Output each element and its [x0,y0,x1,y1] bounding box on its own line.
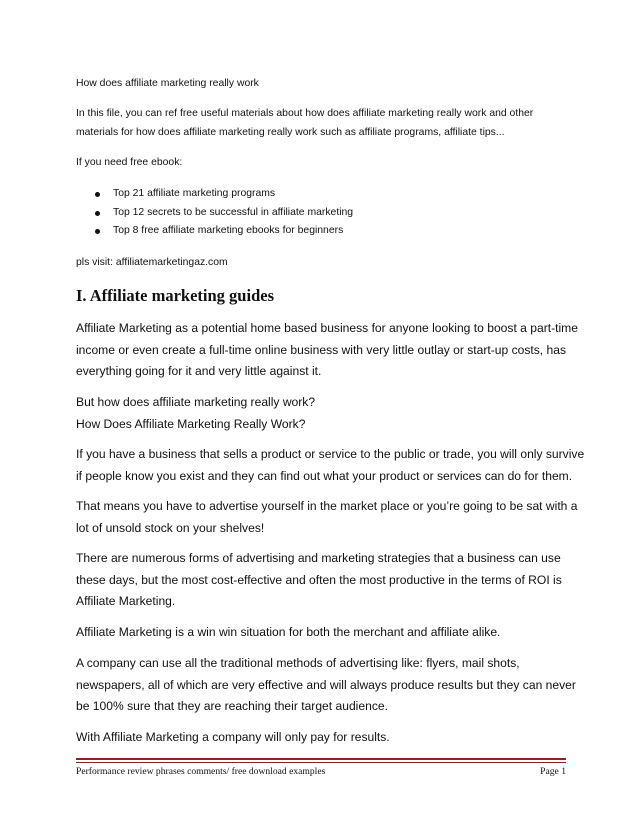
ebook-prompt: If you need free ebook: [76,157,183,168]
intro-title: How does affiliate marketing really work [76,78,259,89]
list-item [95,222,353,241]
paragraph-4-line-2: lot of unsold stock on your shelves! [76,520,265,535]
bullet-icon [95,192,100,197]
visit-line: pls visit: affiliatemarketingaz.com [76,257,228,268]
paragraph-2-line-2: How Does Affiliate Marketing Really Work? [76,416,306,431]
paragraph-1-line-3: everything going for it and very little against it. [76,364,322,378]
list-item-text: Top 21 affiliate marketing programs [113,188,276,199]
paragraph-7-line-1: A company can use all the traditional methods of advertising like: flyers, mail shots, [76,656,520,670]
footer-title: Performance review phrases comments/ free download examples [76,766,326,777]
paragraph-2-line-1: But how does affiliate marketing really work? [76,395,316,409]
paragraph-4-line-1: That means you have to advertise yourself in the market place or you’re going to be sat with a [76,499,578,513]
paragraph-7-line-3: be 100% sure that they are reaching their target audience. [76,699,388,713]
paragraph-5-line-2: these days, but the most cost-effective and often the most productive in the terms of ROI is [76,572,562,587]
paragraph-3-line-1: If you have a business that sells a product or service to the public or trade, you will only survive [76,447,585,461]
list-item-text: Top 8 free affiliate marketing ebooks for beginners [113,225,344,236]
footer-rule [76,758,566,760]
intro-paragraph-line-1: In this file, you can ref free useful materials about how does affiliate marketing really work and other [76,108,534,119]
section-heading: I. Affiliate marketing guides [76,286,274,305]
paragraph-6-line-1: Affiliate Marketing is a win win situation for both the merchant and affiliate alike. [76,625,501,639]
paragraph-7-line-2: newspapers, all of which are very effective and will always produce results but they can never [76,677,576,692]
paragraph-5-line-3: Affiliate Marketing. [76,594,176,608]
bullet-icon [95,229,100,234]
ebook-bullet-list [95,185,353,241]
paragraph-8-line-1: With Affiliate Marketing a company will only pay for results. [76,730,390,744]
paragraph-1-line-2: income or even create a full-time online business with very little outlay or start-up costs, has [76,342,567,357]
list-item [95,185,353,204]
paragraph-5-line-1: There are numerous forms of advertising and marketing strategies that a business can use [76,551,561,565]
intro-paragraph-line-2: materials for how does affiliate marketing really work such as affiliate programs, affiliate tips... [76,127,505,138]
paragraph-1-line-1: Affiliate Marketing as a potential home based business for anyone looking to boost a part-time [76,321,578,335]
paragraph-3-line-2: if people know you exist and they can find out what your product or services can do for them. [76,468,573,483]
footer-rule-thin [76,762,566,763]
list-item [95,204,353,223]
list-item-text: Top 12 secrets to be successful in affiliate marketing [113,206,354,218]
page-number: Page 1 [540,766,566,777]
bullet-icon [95,211,100,216]
